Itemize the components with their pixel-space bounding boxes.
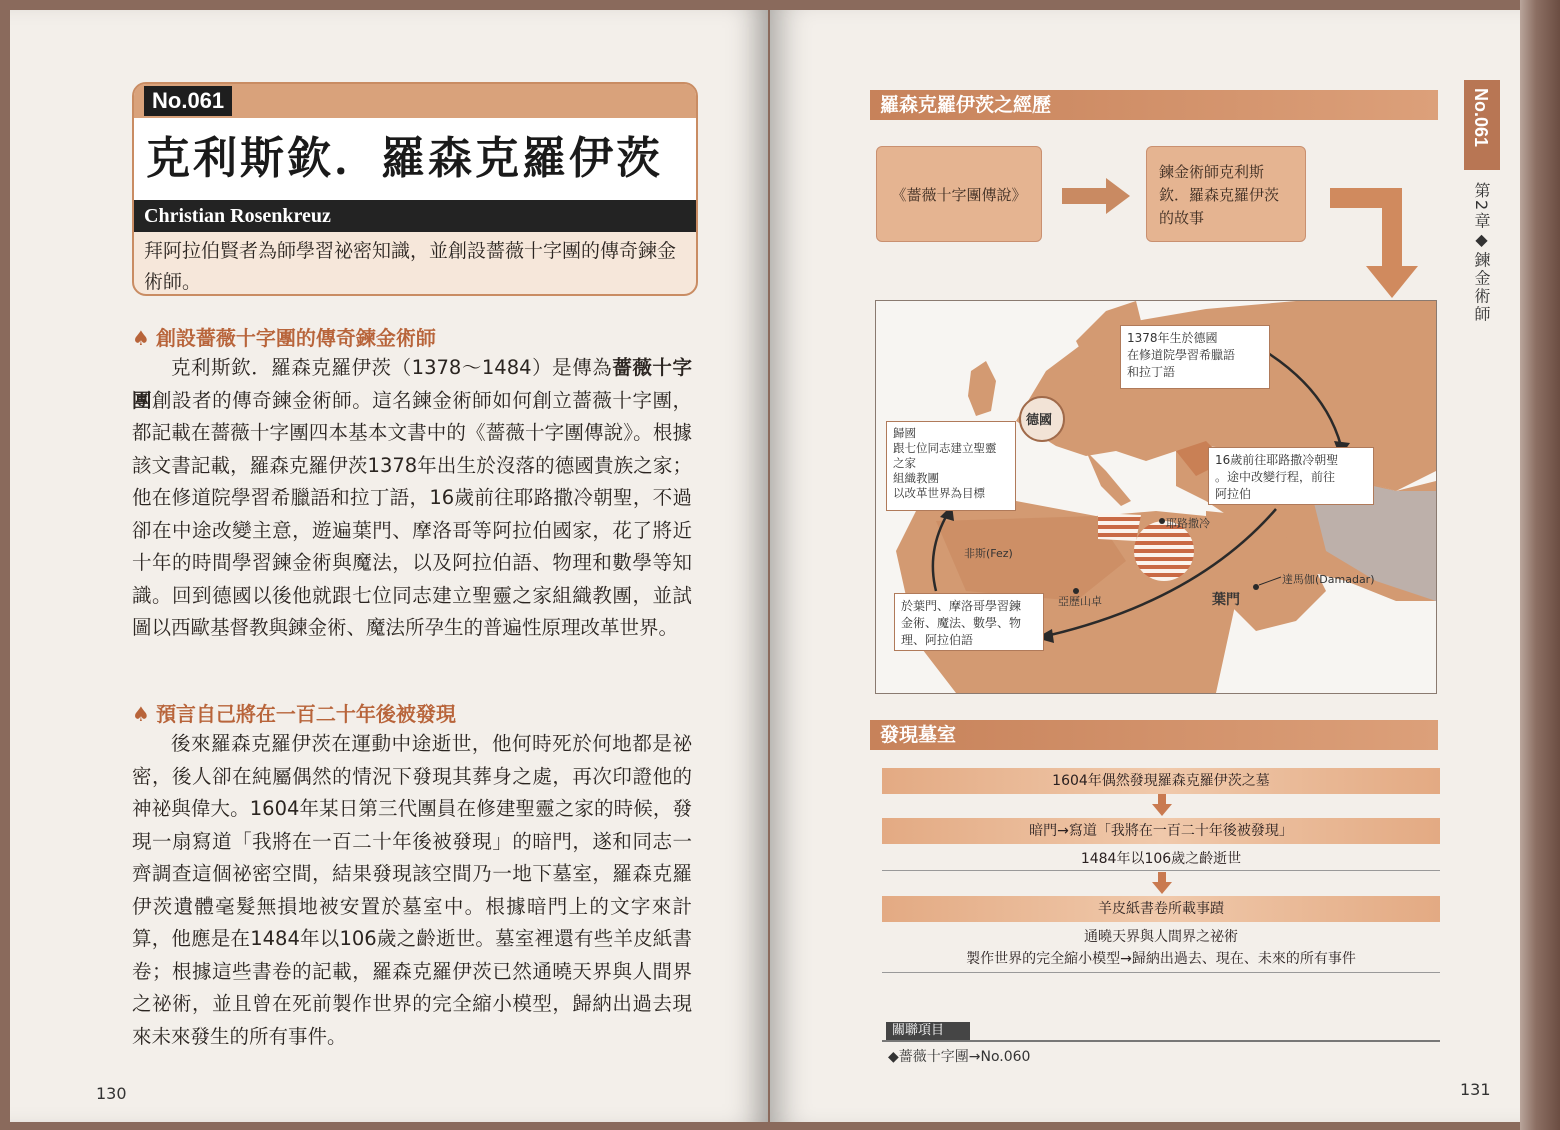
spade-icon: ♠ xyxy=(132,702,150,726)
book-edge xyxy=(1520,0,1560,1130)
entry-summary: 拜阿拉伯賢者為師學習祕密知識，並創設薔薇十字團的傳奇鍊金術師。 xyxy=(144,240,677,293)
chapter-label: 第2章◆鍊金術師 xyxy=(1472,182,1491,324)
section-band-tomb: 發現墓室 xyxy=(870,720,1438,750)
chain-step-parchment: 羊皮紙書卷所載事蹟 xyxy=(882,896,1440,922)
map-callout-birth: 1378年生於德國 在修道院學習希臘語 和拉丁語 xyxy=(1120,325,1270,389)
map-callout-pilgrimage: 16歲前往耶路撒冷朝聖 。途中改變行程，前往 阿拉伯 xyxy=(1208,447,1374,505)
flow-source-box: 《薔薇十字團傳說》 xyxy=(876,146,1042,242)
map-label-yemen: 葉門 xyxy=(1212,592,1240,608)
section-heading-1: ♠ 創設薔薇十字團的傳奇鍊金術師 xyxy=(132,326,436,350)
chain-step-discovery: 1604年偶然發現羅森克羅伊茨之墓 xyxy=(882,768,1440,794)
map-label-fez: 非斯(Fez) xyxy=(964,547,1013,560)
right-page xyxy=(770,10,1520,1122)
flow-story-box: 鍊金術師克利斯欽．羅森克羅伊茨的故事 xyxy=(1146,146,1306,242)
page-number-left: 130 xyxy=(96,1084,127,1103)
section-body-2: 後來羅森克羅伊茨在運動中途逝世，他何時死於何地都是祕密，後人卻在純屬偶然的情況下發現其葬身之處，再次印證他的神祕與偉大。1604年某日第三代團員在修建聖靈之家的時候，發現一扇寫道「我將在一百二十年後被發現」的暗門，遂和同志一齊調查這個祕密空間，結果發現該空間乃一地下墓室，羅森克羅伊茨遺體毫髮無損地被安置於墓室中。根據暗門上的文字來計算，他應是在1484年以106歲之齡逝世。墓室裡還有些羊皮紙書卷；根據這些書卷的記載，羅森克羅伊茨已然通曉天界與人間界之祕術，並且曾在死前製作世界的完全縮小模型，歸納出過去現來未來發生的所有事件。 xyxy=(132,732,692,1048)
left-page xyxy=(10,10,768,1122)
entry-title-english: Christian Rosenkreuz xyxy=(134,200,696,232)
arrow-down-icon xyxy=(1150,794,1174,818)
map-label-germany: 德國 xyxy=(1026,413,1053,428)
section-heading-2: ♠ 預言自己將在一百二十年後被發現 xyxy=(132,702,456,726)
keyword-rosicrucian: 薔薇十字團 xyxy=(132,356,692,412)
map-label-damadar: 達馬伽(Damadar) xyxy=(1282,573,1375,586)
map-label-jerusalem: 耶路撒冷 xyxy=(1166,517,1210,530)
chain-note-model: 製作世界的完全縮小模型→歸納出過去、現在、未來的所有事件 xyxy=(966,951,1356,967)
chain-note-secrets: 通曉天界與人間界之祕術 xyxy=(1084,929,1238,945)
divider xyxy=(882,972,1440,973)
entry-number: No.061 xyxy=(144,86,232,116)
chapter-tab-number: No.061 xyxy=(1471,88,1491,148)
entry-header xyxy=(132,82,698,296)
europe-middle-east-map xyxy=(875,300,1437,694)
entry-title: 克利斯欽．羅森克羅伊茨 xyxy=(134,118,696,200)
arrow-bend-down-icon xyxy=(1330,186,1440,306)
map-label-alexandria: 亞歷山卓 xyxy=(1058,595,1102,608)
section-body-1: 克利斯欽．羅森克羅伊茨（1378～1484）是傳為薔薇十字團創設者的傳奇鍊金術師。這名鍊金術師如何創立薔薇十字團，都記載在薔薇十字團四本基本文書中的《薔薇十字團傳說》。根據該文書記載，羅森克羅伊茨1378年出生於沒落的德國貴族之家；他在修道院學習希臘語和拉丁語，16歲前往耶路撒冷朝聖，不過卻在中途改變主意，遊遍葉門、摩洛哥等阿拉伯國家，花了將近十年的時間學習鍊金術與魔法，以及阿拉伯語、物理和數學等知識。回到德國以後他就跟七位同志建立聖靈之家組織教團，並試圖以西歐基督教與鍊金術、魔法所孕生的普遍性原理改革世界。 xyxy=(132,356,692,639)
related-rule xyxy=(882,1040,1440,1042)
chain-step-secret-door: 暗門→寫道「我將在一百二十年後被發現」 xyxy=(882,818,1440,844)
related-heading: 關聯項目 xyxy=(886,1022,970,1040)
map-callout-studies: 於葉門、摩洛哥學習鍊 金術、魔法、數學、物 理、阿拉伯語 xyxy=(894,593,1044,651)
related-link-no060[interactable]: ◆薔薇十字團→No.060 xyxy=(888,1049,1031,1065)
arrow-down-icon xyxy=(1150,872,1174,896)
arrow-right-icon xyxy=(1062,176,1132,216)
map-callout-return: 歸國 跟七位同志建立聖靈 之家 組織教團 以改革世界為目標 xyxy=(886,421,1016,511)
page-number-right: 131 xyxy=(1460,1080,1491,1099)
chain-note-death: 1484年以106歲之齡逝世 xyxy=(1080,851,1242,867)
section-band-history: 羅森克羅伊茨之經歷 xyxy=(870,90,1438,120)
spade-icon: ♠ xyxy=(132,326,150,350)
divider xyxy=(882,870,1440,871)
